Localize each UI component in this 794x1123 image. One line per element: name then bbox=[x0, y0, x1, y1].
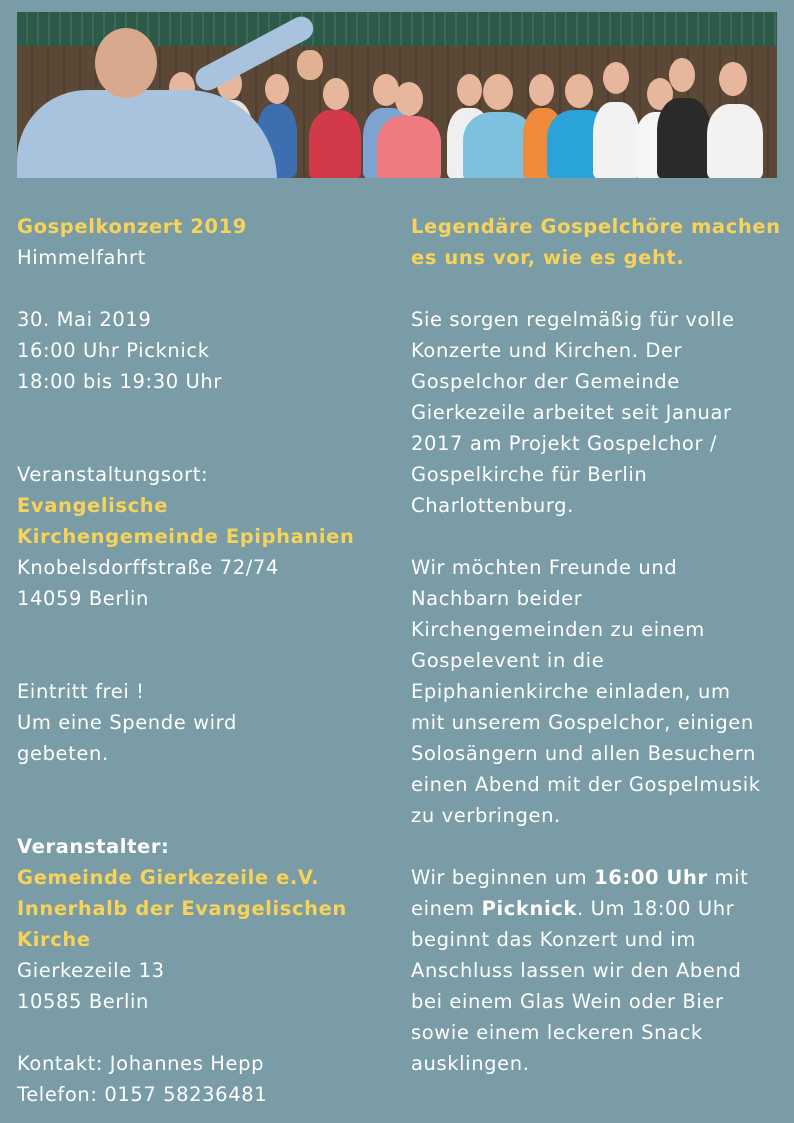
conductor-hand bbox=[297, 50, 323, 80]
singer-head bbox=[719, 62, 747, 96]
venue-name-line2: Kirchengemeinde Epiphanien bbox=[17, 525, 355, 548]
paragraph2-line: zu verbringen. bbox=[411, 804, 561, 827]
organizer-line1: Gemeinde Gierkezeile e.V. bbox=[17, 866, 320, 889]
p3-time-bold: 16:00 Uhr bbox=[594, 866, 708, 889]
paragraph3-line bbox=[411, 893, 786, 924]
paragraph2-line: Kirchengemeinden zu einem bbox=[411, 618, 705, 641]
venue-city: 14059 Berlin bbox=[17, 587, 150, 610]
singer bbox=[593, 102, 639, 178]
paragraph1-line: Gospelchor der Gemeinde bbox=[411, 370, 680, 393]
singer-head bbox=[603, 62, 629, 94]
singer-head bbox=[483, 74, 513, 110]
paragraph3-line: beginnt das Konzert und im bbox=[411, 928, 696, 951]
paragraph1-line: Gierkezeile arbeitet seit Januar bbox=[411, 401, 732, 424]
venue-label: Veranstaltungsort: bbox=[17, 463, 209, 486]
paragraph2-line: Gospelevent in die bbox=[411, 649, 605, 672]
paragraph2-line: mit unserem Gospelchor, einigen bbox=[411, 711, 754, 734]
paragraph2-line: Solosängern und allen Besuchern bbox=[411, 742, 756, 765]
p3-text: . Um 18:00 Uhr bbox=[576, 897, 735, 920]
choir-photo bbox=[17, 12, 777, 178]
event-time-picnic: 16:00 Uhr Picknick bbox=[17, 339, 210, 362]
venue-street: Knobelsdorffstraße 72/74 bbox=[17, 556, 279, 579]
p3-text: Wir beginnen um bbox=[411, 866, 595, 889]
event-title: Gospelkonzert 2019 bbox=[17, 215, 247, 238]
headline-line1: Legendäre Gospelchöre machen bbox=[411, 215, 781, 238]
paragraph1-line: Gospelkirche für Berlin bbox=[411, 463, 648, 486]
paragraph1-line: Sie sorgen regelmäßig für volle bbox=[411, 308, 735, 331]
paragraph1-line: 2017 am Projekt Gospelchor / bbox=[411, 432, 718, 455]
singer bbox=[309, 110, 361, 178]
conductor-head bbox=[95, 28, 157, 98]
event-info-column bbox=[17, 211, 387, 1110]
entry-line3: gebeten. bbox=[17, 742, 109, 765]
singer-head bbox=[395, 82, 423, 116]
paragraph1-line: Konzerte und Kirchen. Der bbox=[411, 339, 683, 362]
paragraph3-line: Anschluss lassen wir den Abend bbox=[411, 959, 742, 982]
p3-text: einem bbox=[411, 897, 482, 920]
entry-line1: Eintritt frei ! bbox=[17, 680, 145, 703]
paragraph3-line bbox=[411, 862, 786, 893]
event-time-concert: 18:00 bis 19:30 Uhr bbox=[17, 370, 222, 393]
paragraph2-line: Epiphanienkirche einladen, um bbox=[411, 680, 731, 703]
organizer-line2: Innerhalb der Evangelischen bbox=[17, 897, 347, 920]
event-date: 30. Mai 2019 bbox=[17, 308, 152, 331]
organizer-city: 10585 Berlin bbox=[17, 990, 150, 1013]
singer-head bbox=[323, 78, 349, 110]
venue-name-line1: Evangelische bbox=[17, 494, 169, 517]
singer bbox=[657, 98, 711, 178]
headline-line2: es uns vor, wie es geht. bbox=[411, 246, 685, 269]
organizer-street: Gierkezeile 13 bbox=[17, 959, 165, 982]
p3-picnic-bold: Picknick bbox=[481, 897, 577, 920]
p3-text: mit bbox=[707, 866, 749, 889]
singer bbox=[707, 104, 763, 178]
organizer-label: Veranstalter: bbox=[17, 835, 170, 858]
paragraph2-line: Nachbarn beider bbox=[411, 587, 583, 610]
organizer-line3: Kirche bbox=[17, 928, 91, 951]
entry-line2: Um eine Spende wird bbox=[17, 711, 237, 734]
singer bbox=[377, 116, 441, 178]
singer-head bbox=[265, 74, 289, 104]
singer-head bbox=[529, 74, 554, 106]
description-column bbox=[411, 211, 786, 1079]
singer-head bbox=[565, 74, 593, 108]
singer-head bbox=[457, 74, 482, 106]
paragraph3-line: bei einem Glas Wein oder Bier bbox=[411, 990, 724, 1013]
paragraph2-line: einen Abend mit der Gospelmusik bbox=[411, 773, 761, 796]
paragraph3-line: ausklingen. bbox=[411, 1052, 530, 1075]
singer-head bbox=[669, 58, 695, 92]
paragraph2-line: Wir möchten Freunde und bbox=[411, 556, 678, 579]
event-subtitle: Himmelfahrt bbox=[17, 246, 146, 269]
paragraph1-line: Charlottenburg. bbox=[411, 494, 574, 517]
paragraph3-line: sowie einem leckeren Snack bbox=[411, 1021, 703, 1044]
contact-phone: Telefon: 0157 58236481 bbox=[17, 1083, 268, 1106]
contact-name: Kontakt: Johannes Hepp bbox=[17, 1052, 265, 1075]
